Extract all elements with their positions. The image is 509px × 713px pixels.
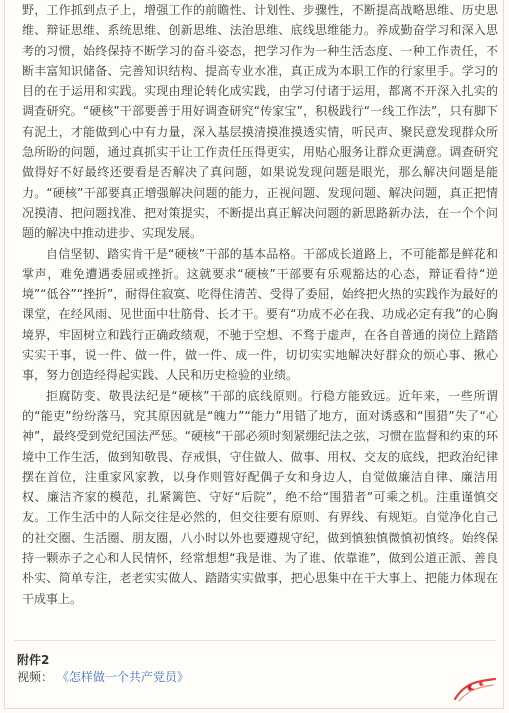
video-link[interactable]: 《怎样做一个共产党员》	[56, 670, 189, 684]
paragraph-2: 自信坚韧、踏实肯干是“硬核”干部的基本品格。干部成长道路上，不可能都是鲜花和掌声，难免遭遇委屈或挫折。这就要求“硬核”干部要有乐观豁达的心态，辩证看待“逆境”“低谷”“挫折”，耐得住寂寞、吃得住清苦、受得了委屈，始终把火热的实践作为最好的课堂，在经风雨、见世面中壮筋骨、长才干。要有“功成不必在我、功成必定有我”的心胸境界，牢固树立和践行正确政绩观，不驰于空想、不骛于虚声，在各自普通的岗位上踏踏实实干事，说一件、做一件，做一件、成一件，切切实实地解决好群众的烦心事、揪心事，努力创造经得起实践、人民和历史检验的业绩。	[22, 246, 498, 383]
video-line	[17, 668, 189, 685]
paragraph-3: 拒腐防变、敬畏法纪是“硬核”干部的底线原则。行稳方能致远。近年来，一些所谓的“能吏”纷纷落马，究其原因就是“魄力”“能力”用错了地方，面对诱惑和“围猎”失了“心神”，最终受到党纪国法严惩。“硬核”干部必须时刻紧绷纪法之弦，习惯在监督和约束的环境中工作生活，做到知敬畏、存戒惧，守住做人、做事、用权、交友的底线，把政治纪律摆在首位，注重家风家教，以身作则管好配偶子女和身边人，自觉做廉洁自律、廉洁用权、廉洁齐家的模范，扎紧篱笆、守好“后院”，绝不给“围猎者”可乘之机。注重谨慎交友。工作生活中的人际交往是必然的，但交往要有原则、有界线、有规矩。自觉净化自己的社交圈、生活圈、朋友圈，八小时以外也要遵规守纪，做到慎独慎微慎初慎终。始终保持一颗赤子之心和人民情怀，经常想想“我是谁、为了谁、依靠谁”，做到公道正派、善良朴实、简单专注，老老实实做人、踏踏实实做事，把心思集中在干大事上、把能力体现在干成事上。	[22, 388, 498, 606]
video-label: 视频：	[17, 670, 54, 684]
article-body	[22, 0, 498, 609]
section-divider	[14, 640, 496, 641]
paragraph-1: 野，工作抓到点子上，增强工作的前瞻性、计划性、步骤性，不断提高战略思维、历史思维、辩证思维、系统思维、创新思维、法治思维、底线思维能力。养成勤奋学习和深入思考的习惯，始终保持不断学习的奋斗姿态，把学习作为一种生活态度、一种工作责任，不断丰富知识储备、完善知识结构、提高专业水准，真正成为本职工作的行家里手。学习的目的在于运用和实践。实现由理论转化成实践，由学习付诸于运用，都离不开深入扎实的调查研究。“硬核”干部要善于用好调查研究“传家宝”，积极践行“一线工作法”，只有脚下有泥土，才能做到心中有力量，深入基层摸清摸准摸透实情，听民声、聚民意发现群众所急所盼的问题，通过真抓实干让工作责任压得更实，用贴心服务让群众更满意。调查研究做得好不好最终还要看是否解决了真问题，如果说发现问题是眼光，那么解决问题是能力。“硬核”干部要真正增强解决问题的能力，正视问题、发现问题、解决问题，真正把情况摸清、把问题找准、把对策提实，不断提出真正解决问题的新思路新办法，在一个个问题的解决中推动进步、实现发展。	[22, 3, 498, 241]
red-ribbon-doves-icon	[453, 675, 497, 703]
annex-title: 附件2	[17, 653, 50, 667]
page-frame	[4, 0, 504, 709]
